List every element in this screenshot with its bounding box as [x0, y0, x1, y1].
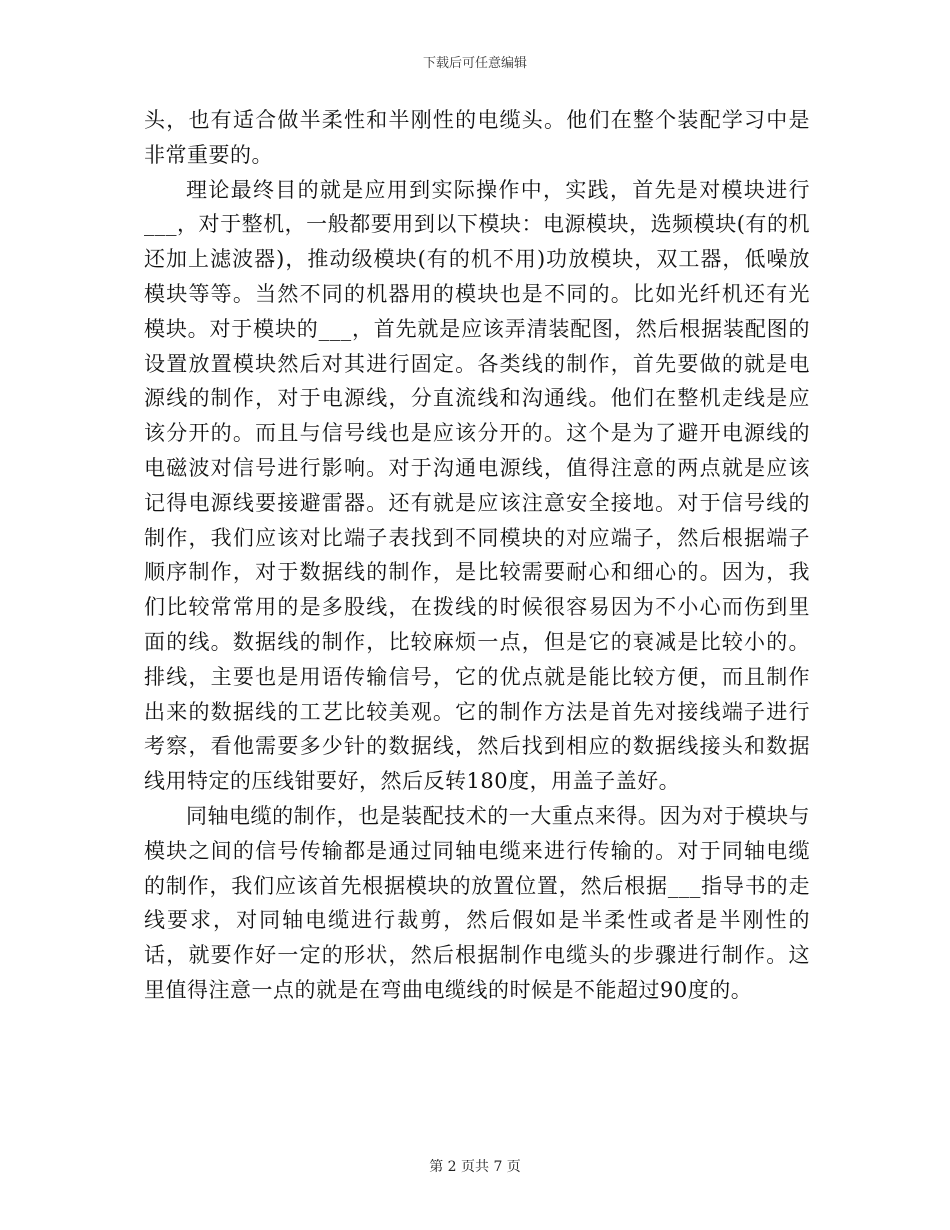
paragraph-coaxial-cable: 同轴电缆的制作，也是装配技术的一大重点来得。因为对于模块与模块之间的信号传输都是通过同轴电缆来进行传输的。对于同轴电缆的制作，我们应该首先根据模块的放置位置，然后根据___指导书的走线要求，对同轴电缆进行裁剪，然后假如是半柔性或者是半刚性的话，就要作好一定的形状，然后根据制作电缆头的步骤进行制作。这里值得注意一点的就是在弯曲电缆线的时候是不能超过90度的。 — [144, 803, 810, 1002]
document-body — [144, 103, 810, 1008]
page-number: 第 2 页共 7 页 — [429, 1159, 521, 1175]
paragraph-continuation: 头，也有适合做半柔性和半刚性的电缆头。他们在整个装配学习中是非常重要的。 — [144, 108, 810, 167]
paragraph-module-assembly: 理论最终目的就是应用到实际操作中，实践，首先是对模块进行___，对于整机，一般都要用到以下模块：电源模块，选频模块(有的机还加上滤波器)，推动级模块(有的机不用)功放模块，双工器，低噪放模块等等。当然不同的机器用的模块也是不同的。比如光纤机还有光模块。对于模块的___，首先就是应该弄清装配图，然后根据装配图的设置放置模块然后对其进行固定。各类线的制作，首先要做的就是电源线的制作，对于电源线，分直流线和沟通线。他们在整机走线是应该分开的。而且与信号线也是应该分开的。这个是为了避开电源线的电磁波对信号进行影响。对于沟通电源线，值得注意的两点就是应该记得电源线要接避雷器。还有就是应该注意安全接地。对于信号线的制作，我们应该对比端子表找到不同模块的对应端子，然后根据端子顺序制作，对于数据线的制作，是比较需要耐心和细心的。因为，我们比较常常用的是多股线，在拨线的时候很容易因为不小心而伤到里面的线。数据线的制作，比较麻烦一点，但是它的衰减是比较小的。排线，主要也是用语传输信号，它的优点就是能比较方便，而且制作出来的数据线的工艺比较美观。它的制作方法是首先对接线端子进行考察，看他需要多少针的数据线，然后找到相应的数据线接头和数据线用特定的压线钳要好，然后反转180度，用盖子盖好。 — [144, 177, 810, 794]
page-header: 下载后可任意编辑 — [422, 56, 527, 71]
